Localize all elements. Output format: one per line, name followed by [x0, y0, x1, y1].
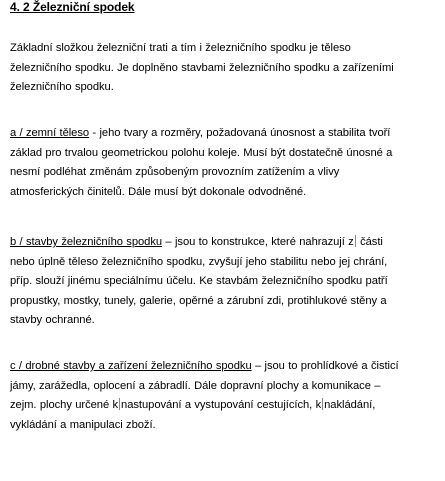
line-text: železničního spodku. Je doplněno stavbami železničního spodku a zařízeními: [10, 61, 394, 74]
text-cursor-mark: [355, 235, 356, 247]
section-heading: 4. 2 Železniční spodek: [10, 0, 135, 14]
line-text: části: [356, 236, 383, 248]
text-cursor-mark: [119, 398, 120, 410]
text-line: [10, 144, 442, 164]
term-zemni-teleso: a / zemní těleso: [10, 127, 90, 139]
text-line: [10, 233, 442, 253]
text-cursor-mark: [322, 398, 323, 410]
text-line: [10, 124, 442, 144]
line-text: Základní složkou železniční trati a tím i železničního spodku je těleso: [10, 42, 351, 54]
line-text: propustky, mostky, tunely, galerie, opěrné a zárubní zdi, protihlukové stěny a: [10, 294, 387, 307]
text-line: [10, 183, 442, 203]
text-line: [10, 272, 442, 292]
line-text: atmosferických činitelů. Dále musí být dokonale odvodněné.: [10, 185, 307, 198]
paragraph-intro: [10, 39, 442, 98]
paragraph-stavby: [10, 233, 442, 331]
text-line: [10, 163, 442, 183]
text-line: [10, 253, 442, 273]
text-line: [10, 292, 442, 312]
paragraph-drobne-stavby: [10, 357, 442, 435]
line-text: jámy, zarážedla, oplocení a zábradlí. Dále dopravní plochy a komunikace –: [10, 379, 381, 392]
line-text: - jeho tvary a rozměry, požadovaná únosnost a stabilita tvoří: [89, 127, 391, 139]
line-text: nakládání,: [324, 399, 376, 411]
text-line: [10, 377, 442, 397]
text-line: [10, 39, 442, 59]
text-line: [10, 78, 442, 98]
term-stavby: b / stavby železničního spodku: [10, 236, 163, 248]
line-text: vykládání a manipulaci zboží.: [10, 418, 156, 431]
line-text: železničního spodku.: [10, 81, 114, 93]
line-text: – jsou to prohlídkové a čisticí: [251, 360, 399, 372]
line-text: nastupování a vystupování cestujících, k: [121, 399, 322, 411]
line-text: nesmí podléhat změnám způsobeným provozním zatížením a vlivy: [10, 166, 340, 178]
line-text: nebo úplně těleso železničního spodku, zvyšují jeho stabilitu nebo jej chrání,: [10, 255, 388, 268]
line-text: příp. slouží jinému speciálnímu účelu. Ke stavbám železničního spodku patří: [10, 275, 388, 287]
text-line: [10, 311, 442, 331]
text-line: [10, 59, 442, 79]
text-line: [10, 396, 442, 416]
paragraph-zemni-teleso: [10, 124, 442, 202]
line-text: – jsou to konstrukce, které nahrazují z: [162, 236, 354, 248]
line-text: stavby ochranné.: [10, 314, 95, 326]
text-line: [10, 416, 442, 436]
line-text: základ pro trvalou geometrickou polohu koleje. Musí být dostatečně únosné a: [10, 146, 393, 159]
line-text: zejm. plochy určené k: [10, 399, 119, 411]
text-line: [10, 357, 442, 377]
term-drobne-stavby: c / drobné stavby a zařízení železničního spodku: [10, 360, 252, 372]
